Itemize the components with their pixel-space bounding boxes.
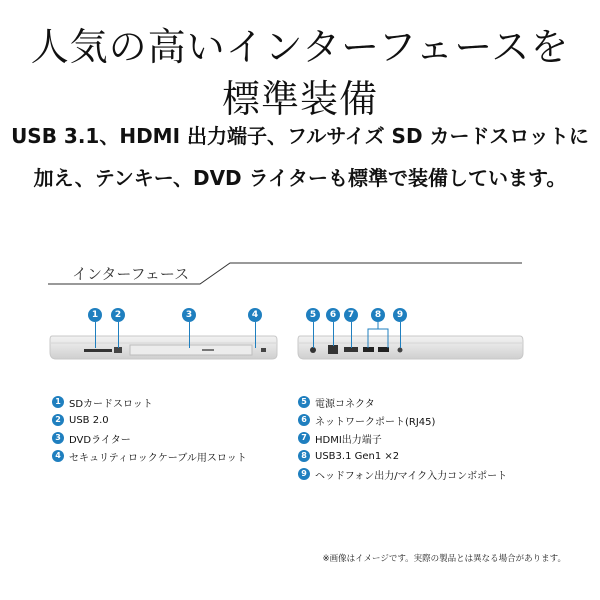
callout-badge-2: 2 (111, 308, 125, 322)
disclaimer-note: ※画像はイメージです。実際の製品とは異なる場合があります。 (322, 554, 566, 564)
callout-badge-8: 8 (371, 308, 385, 322)
laptop-left-side-image (48, 332, 278, 362)
headline-line-1: 人気の高いインターフェースを (30, 25, 570, 69)
subtitle-line-1: USB 3.1、HDMI 出力端子、フルサイズ SD カードスロットに (11, 124, 589, 148)
legend-badge: 3 (52, 432, 64, 444)
callout-badge-6: 6 (326, 308, 340, 322)
legend-badge: 8 (298, 450, 310, 462)
legend-item-security-lock-slot (52, 447, 247, 465)
callout-leader-5 (313, 322, 314, 348)
legend-item-dvd-writer (52, 429, 247, 447)
legend-item-usb2 (52, 411, 247, 429)
legend-badge: 1 (52, 396, 64, 408)
callout-badge-4: 4 (248, 308, 262, 322)
legend-right (298, 393, 507, 483)
legend-badge: 2 (52, 414, 64, 426)
callout-badge-7: 7 (344, 308, 358, 322)
legend-badge: 7 (298, 432, 310, 444)
callout-leader-9 (400, 322, 401, 348)
subtitle-line-2: 加え、テンキー、DVD ライターも標準で装備しています。 (33, 166, 567, 190)
legend-label: DVDライター (69, 434, 131, 446)
callout-leader-7 (351, 322, 352, 348)
legend-item-headphone-mic-combo (298, 465, 507, 483)
legend-badge: 5 (298, 396, 310, 408)
section-label: インターフェース (72, 265, 190, 283)
legend-label: USB3.1 Gen1 ×2 (315, 450, 400, 462)
callout-leader-3 (189, 322, 190, 348)
legend-label: 電源コネクタ (315, 398, 375, 410)
callout-badge-9: 9 (393, 308, 407, 322)
legend-label: SDカードスロット (69, 398, 153, 410)
callout-badge-1: 1 (88, 308, 102, 322)
legend-label: ヘッドフォン出力/マイク入力コンボポート (315, 470, 508, 482)
callout-leader-6 (333, 322, 334, 346)
headline-line-2: 標準装備 (221, 77, 378, 121)
legend-item-power-connector (298, 393, 507, 411)
legend-badge: 9 (298, 468, 310, 480)
legend-label: HDMI出力端子 (315, 434, 382, 446)
legend-item-network-port (298, 411, 507, 429)
laptop-right-side-image (296, 332, 524, 362)
legend-label: USB 2.0 (69, 414, 109, 426)
callout-leader-1 (95, 322, 96, 348)
legend-label: ネットワークポート(RJ45) (315, 416, 436, 428)
legend-label: セキュリティロックケーブル用スロット (69, 452, 247, 464)
callout-leader-2 (118, 322, 119, 348)
legend-item-hdmi-output (298, 429, 507, 447)
legend-item-usb31 (298, 447, 507, 465)
legend-badge: 4 (52, 450, 64, 462)
callout-leader-4 (255, 322, 256, 348)
callout-badge-5: 5 (306, 308, 320, 322)
callout-badge-3: 3 (182, 308, 196, 322)
legend-left (52, 393, 247, 465)
legend-badge: 6 (298, 414, 310, 426)
callout-leader-8-bracket (365, 322, 391, 348)
legend-item-sd-card-slot (52, 393, 247, 411)
